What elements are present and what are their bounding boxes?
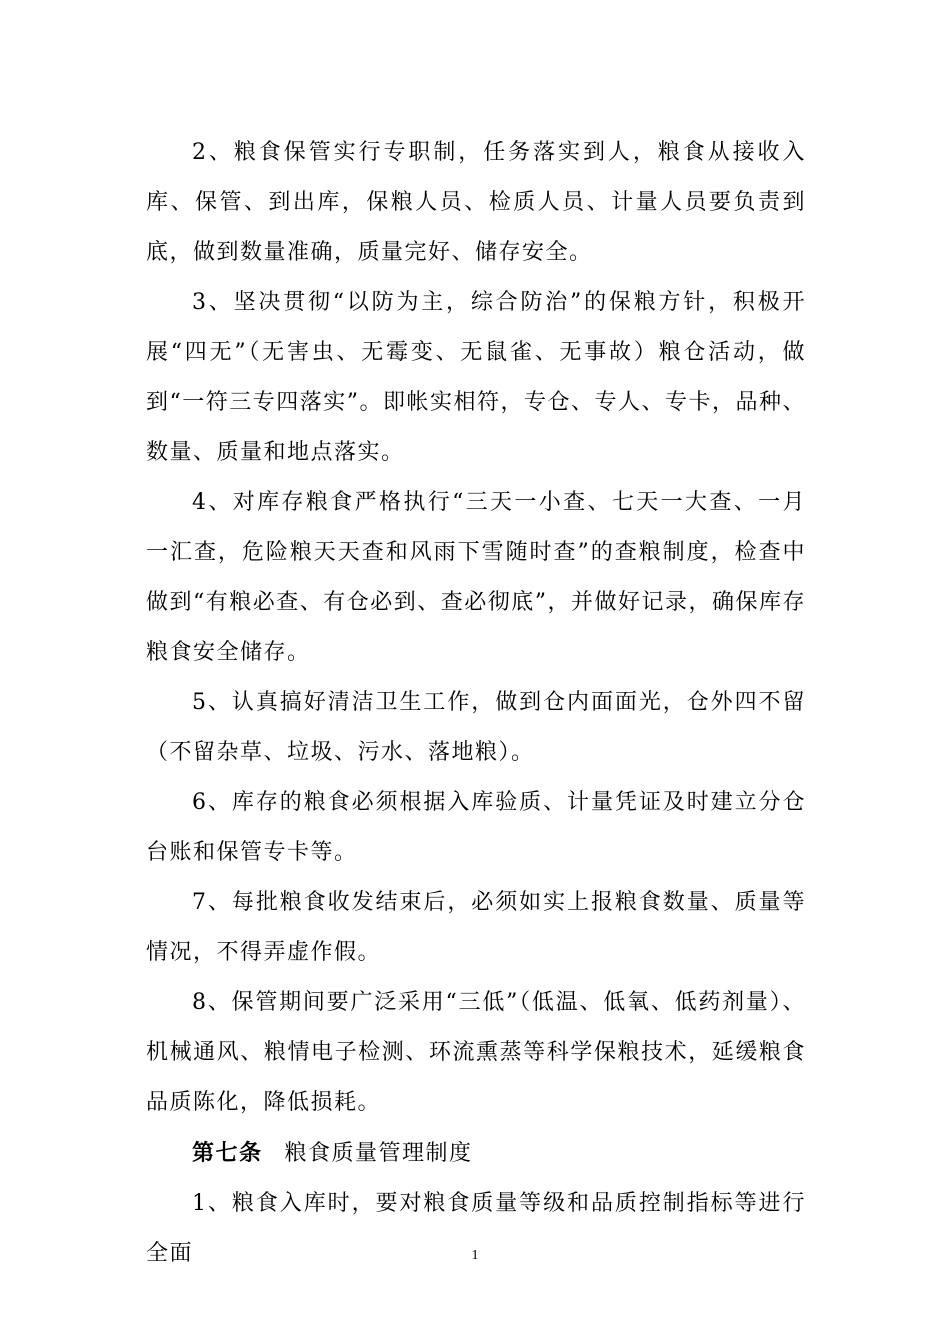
article-title: 粮食质量管理制度 bbox=[284, 1141, 473, 1166]
paragraph-item-6: 6、库存的粮食必须根据入库验质、计量凭证及时建立分仓台账和保管专卡等。 bbox=[146, 790, 806, 865]
document-body bbox=[146, 128, 806, 1279]
paragraph-item-7: 7、每批粮食收发结束后，必须如实上报粮食数量、质量等情况，不得弄虚作假。 bbox=[146, 890, 806, 965]
paragraph-item-2: 2、粮食保管实行专职制，任务落实到人，粮食从接收入库、保管、到出库，保粮人员、检质人员、计量人员要负责到底，做到数量准确，质量完好、储存安全。 bbox=[146, 140, 806, 265]
article-label: 第七条 bbox=[192, 1140, 263, 1166]
paragraph-item-5: 5、认真搞好清洁卫生工作，做到仓内面面光，仓外四不留（不留杂草、垃圾、污水、落地粮）。 bbox=[146, 690, 806, 765]
paragraph-item-8: 8、保管期间要广泛采用“三低”（低温、低氧、低药剂量）、机械通风、粮情电子检测、环流熏蒸等科学保粮技术，延缓粮食品质陈化，降低损耗。 bbox=[146, 990, 806, 1115]
article-heading bbox=[146, 1128, 806, 1179]
paragraph-item-3: 3、坚决贯彻“以防为主，综合防治”的保粮方针，积极开展“四无”（无害虫、无霉变、无鼠雀、无事故）粮仓活动，做到“一符三专四落实”。即帐实相符，专仓、专人、专卡，品种、数量、质量和地点落实。 bbox=[146, 290, 806, 465]
page-number: 1 bbox=[471, 1248, 479, 1263]
paragraph-item-4: 4、对库存粮食严格执行“三天一小查、七天一大查、一月一汇查，危险粮天天查和风雨下雪随时查”的查粮制度，检查中做到“有粮必查、有仓必到、查必彻底”，并做好记录，确保库存粮食安全储存。 bbox=[146, 490, 806, 665]
paragraph-item-article7-1: 1、粮食入库时，要对粮食质量等级和品质控制指标等进行全面 bbox=[146, 1191, 806, 1266]
